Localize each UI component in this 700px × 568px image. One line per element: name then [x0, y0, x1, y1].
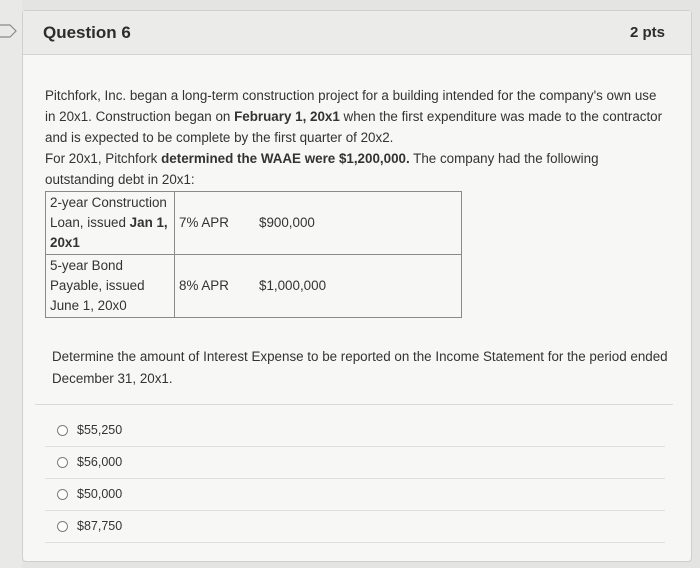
table-row: [46, 192, 462, 255]
question-body: [23, 55, 691, 543]
question-points: 2 pts: [629, 24, 665, 41]
question-card: [22, 10, 692, 562]
answer-label: $87,750: [77, 519, 123, 533]
flag-icon[interactable]: [0, 22, 18, 40]
left-rail: [0, 0, 22, 568]
answer-option[interactable]: [45, 415, 665, 447]
debt-description: 2-year Construction Loan, issued Jan 1, 20x1: [46, 192, 175, 255]
debt-description: 5-year Bond Payable, issued June 1, 20x0: [46, 255, 175, 318]
table-row: [46, 255, 462, 318]
debt-amount: $900,000: [255, 192, 462, 255]
debt-table: [45, 191, 462, 318]
answer-option[interactable]: [45, 479, 665, 511]
divider: [35, 404, 673, 405]
radio-button[interactable]: [57, 489, 68, 500]
debt-amount: $1,000,000: [255, 255, 462, 318]
radio-button[interactable]: [57, 521, 68, 532]
radio-button[interactable]: [57, 457, 68, 468]
debt-rate: 8% APR: [175, 255, 256, 318]
answer-label: $50,000: [77, 487, 123, 501]
answer-label: $56,000: [77, 455, 123, 469]
answer-option[interactable]: [45, 447, 665, 479]
question-text: Pitchfork, Inc. began a long-term construction project for a building intended for the company's own use in 20x1. Construction began on February 1, 20x1 when the first expenditure was made to the contractor and is expected to be complete by the first quarter of 20x2. For 20x1, Pitchfork determined the WAAE were $1,200,000. The company had the following outstanding debt in 20x1:: [45, 88, 663, 187]
answer-label: $55,250: [77, 423, 123, 437]
answer-option[interactable]: [45, 511, 665, 543]
radio-button[interactable]: [57, 425, 68, 436]
debt-rate: 7% APR: [175, 192, 256, 255]
question-header: [23, 11, 691, 55]
question-title: Question 6: [43, 22, 131, 42]
answer-list: [45, 415, 669, 543]
question-prompt: Determine the amount of Interest Expense to be reported on the Income Statement for the period ended December 31, 20x1.: [52, 349, 668, 386]
